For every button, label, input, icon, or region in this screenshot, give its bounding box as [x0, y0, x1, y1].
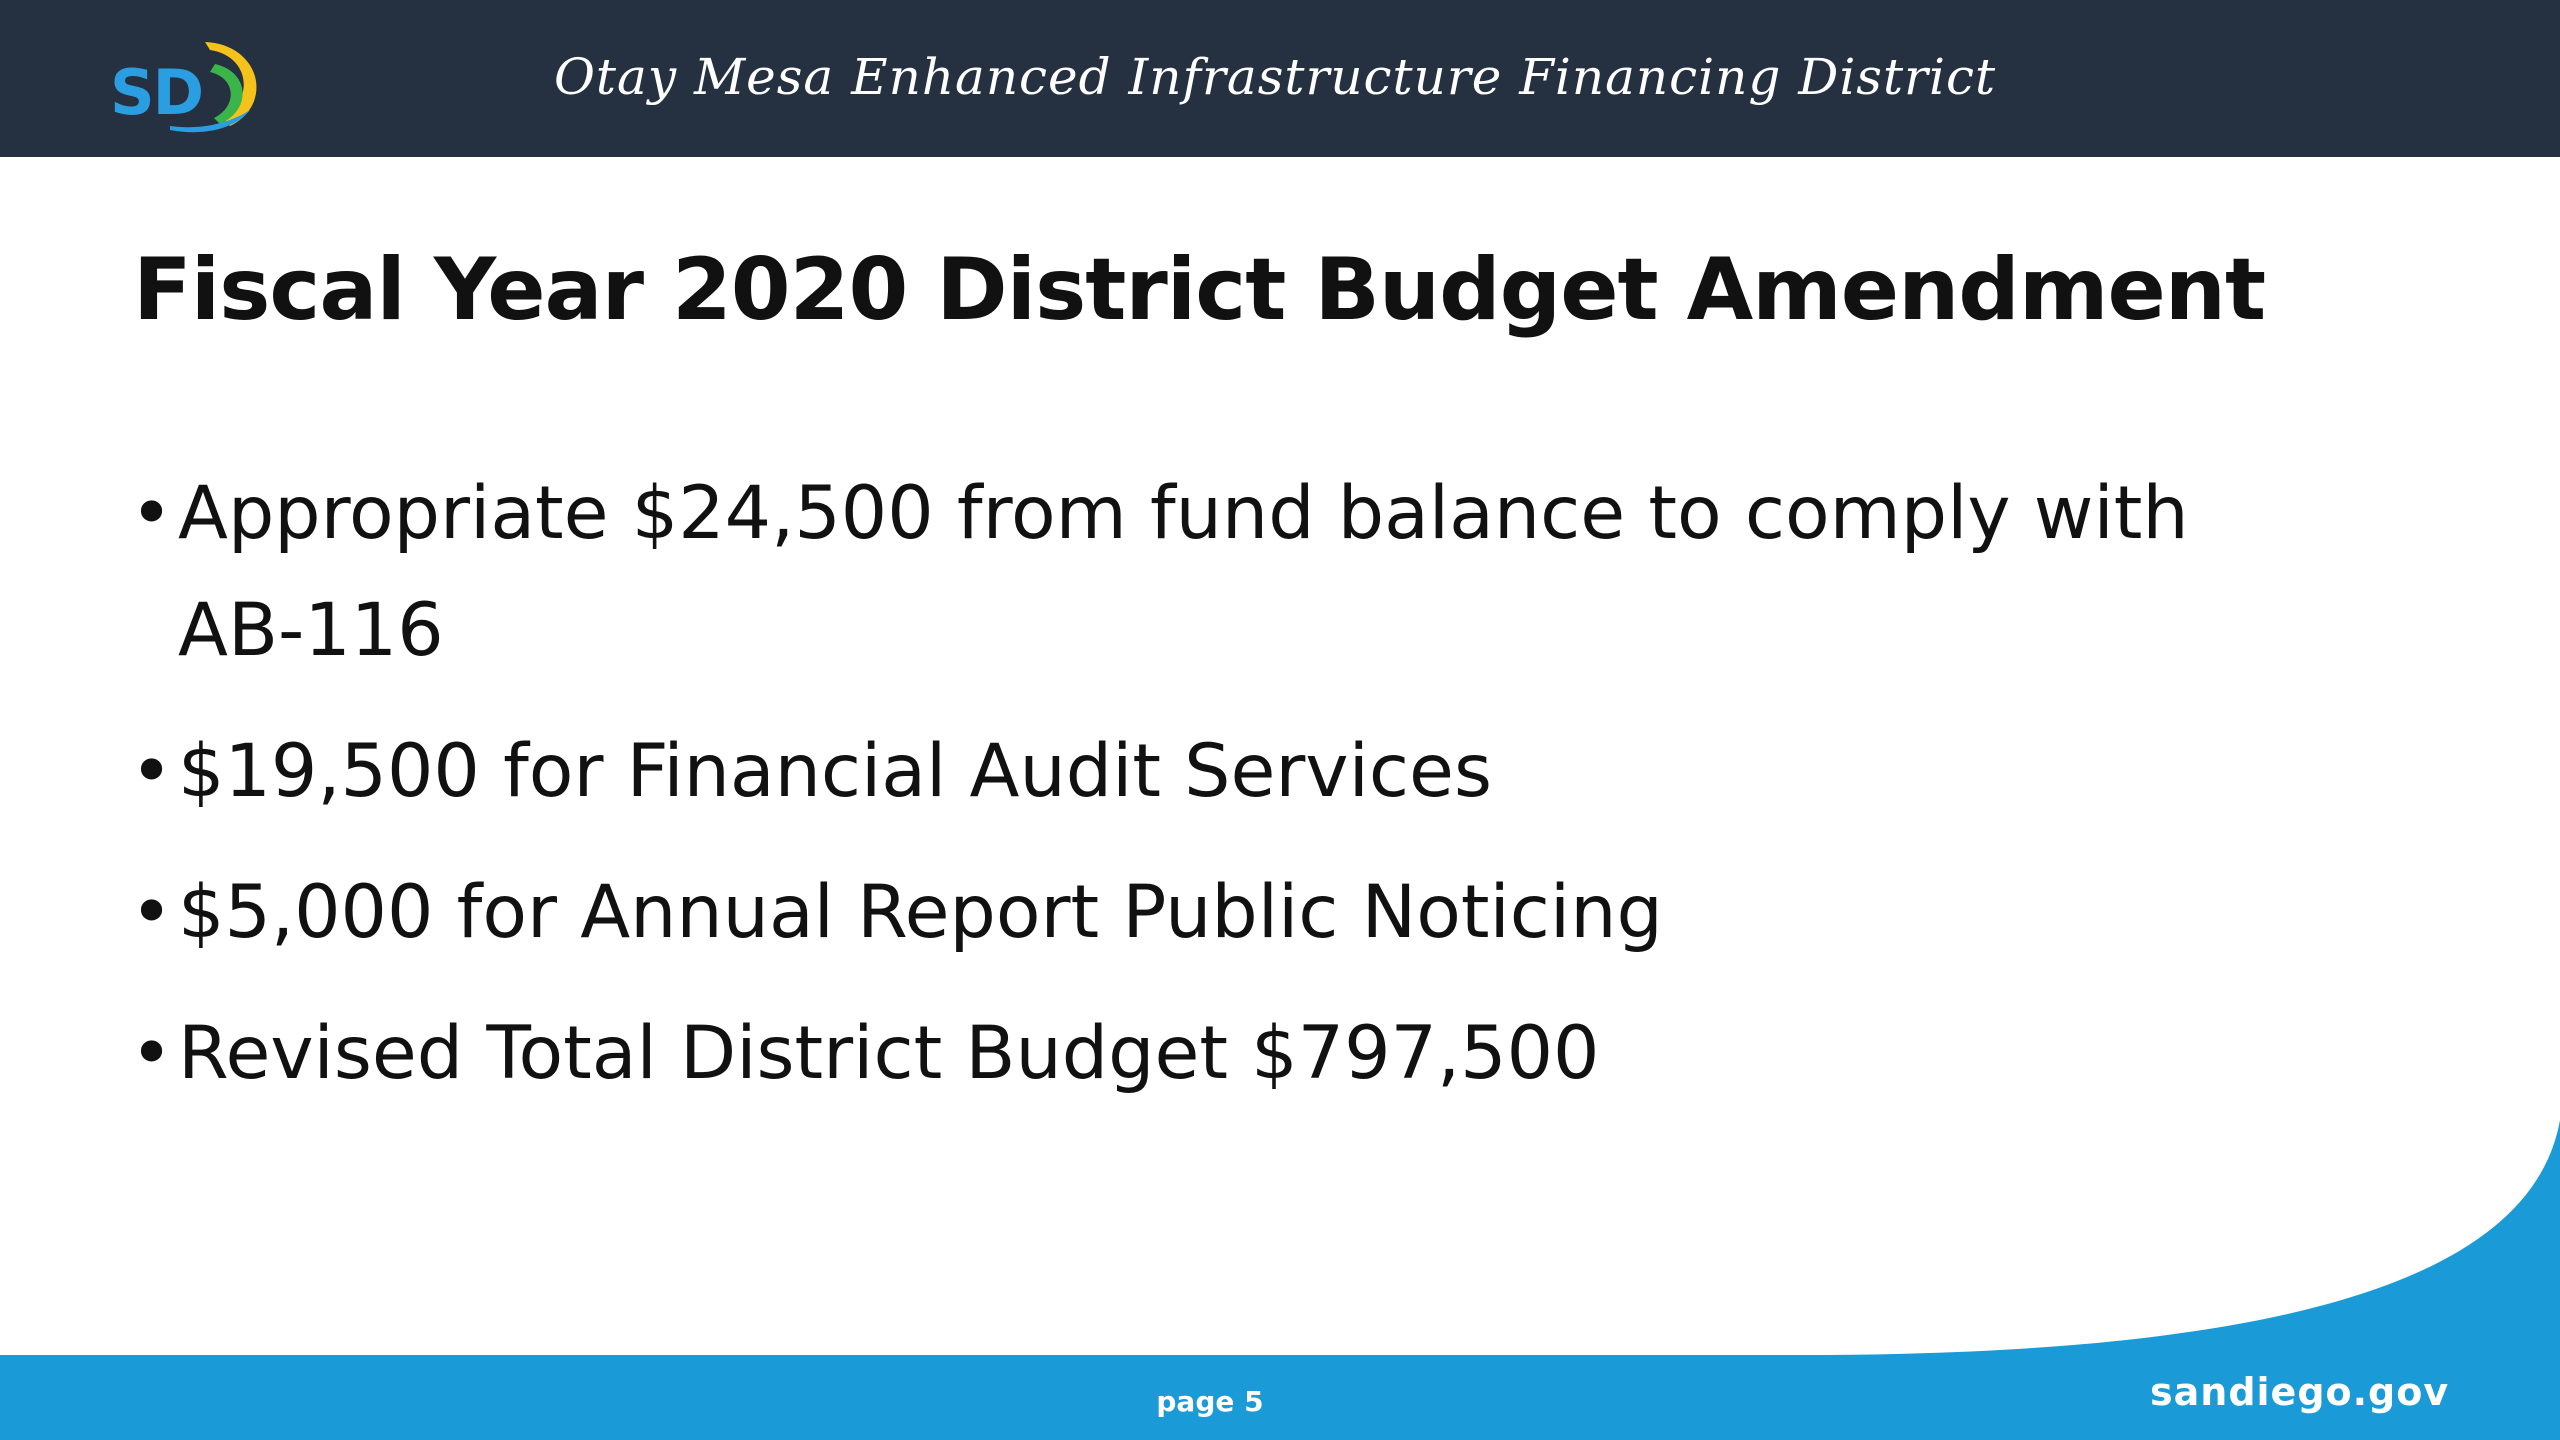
bullet-text: $19,500 for Financial Audit Services — [178, 729, 1492, 814]
bullet-dot-icon: • — [130, 729, 174, 814]
bullet-item — [130, 854, 2330, 971]
bullet-text: $5,000 for Annual Report Public Noticing — [178, 870, 1663, 955]
sandiego-logo — [110, 34, 280, 134]
site-url: sandiego.gov — [2150, 1370, 2450, 1414]
bullet-dot-icon: • — [130, 870, 174, 955]
header-title: Otay Mesa Enhanced Infrastructure Financing District — [553, 48, 1997, 106]
page-number: page 5 — [1156, 1385, 1264, 1418]
bullet-list — [130, 455, 2330, 1136]
slide-title: Fiscal Year 2020 District Budget Amendment — [133, 240, 2266, 340]
bullet-item — [130, 995, 2330, 1112]
bullet-text: Revised Total District Budget $797,500 — [178, 1011, 1600, 1096]
bullet-text: Appropriate $24,500 from fund balance to comply with AB-116 — [178, 471, 2189, 673]
header-bar — [0, 0, 2560, 157]
bullet-dot-icon: • — [130, 471, 174, 556]
logo-text: SD — [110, 56, 203, 129]
bullet-item — [130, 455, 2330, 689]
bullet-item — [130, 713, 2330, 830]
bullet-dot-icon: • — [130, 1011, 174, 1096]
